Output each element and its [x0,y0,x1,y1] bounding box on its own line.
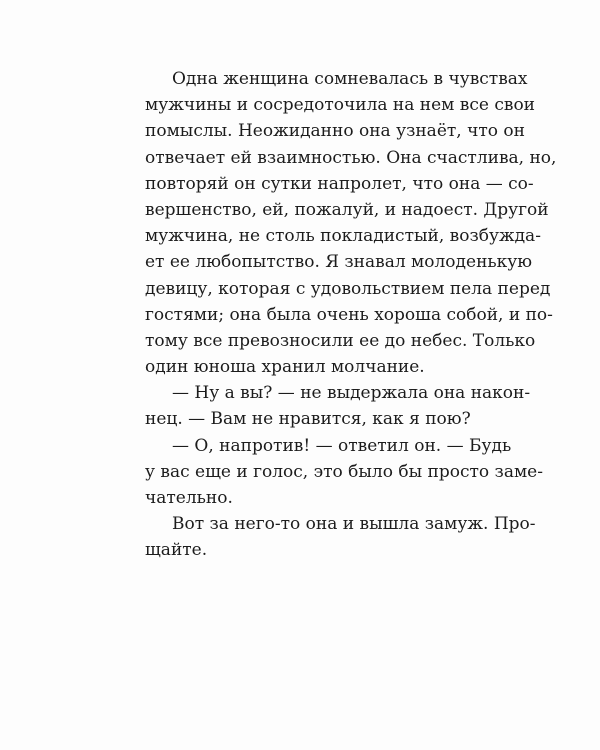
page-text [145,66,557,564]
text-line: помыслы. Неожиданно она узнаёт, что он [145,121,525,142]
text-line: у вас еще и голос, это было бы просто заме- [145,461,543,482]
text-line: повторяй он сутки напролет, что она — со- [145,173,534,194]
text-line: девицу, которая с удовольствием пела перед [145,278,551,299]
text-line: — Ну а вы? — не выдержала она након- [172,383,531,404]
text-line: один юноша хранил молчание. [145,357,425,378]
text-line: ет ее любопытство. Я знавал молоденькую [145,252,533,273]
text-line: чательно. [145,488,233,508]
text-line: мужчины и сосредоточила на нем все свои [145,95,536,116]
text-line: отвечает ей взаимностью. Она счастлива, но, [145,147,557,168]
text-line: щайте. [145,540,208,561]
text-line: Вот за него-то она и вышла замуж. Про- [172,514,536,535]
text-line: гостями; она была очень хороша собой, и по- [145,304,553,325]
text-line: нец. — Вам не нравится, как я пою? [145,409,471,430]
text-line: тому все превозносили ее до небес. Только [145,330,536,351]
text-line: вершенство, ей, пожалуй, и надоест. Другой [145,199,549,220]
text-line: Одна женщина сомневалась в чувствах [172,69,528,89]
text-line: — О, напротив! — ответил он. — Будь [172,435,512,456]
text-line: мужчина, не столь покладистый, возбужда- [145,226,541,247]
